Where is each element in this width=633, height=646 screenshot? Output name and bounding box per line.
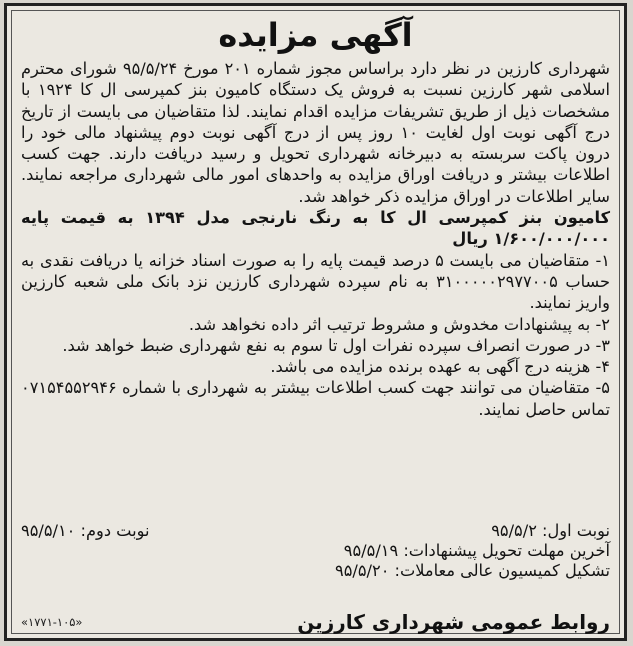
notice-body (21, 58, 610, 420)
condition-5: ۵- متقاضیان می توانند جهت کسب اطلاعات بیشتر به شهرداری با شماره ۰۷۱۵۴۵۵۲۹۴۶ تماس حاصل نمایند. (21, 378, 610, 419)
notice-page (4, 3, 627, 641)
condition-3: ۳- در صورت انصراف سپرده نفرات اول تا سوم به نفع شهرداری ضبط خواهد شد. (62, 335, 610, 355)
commission-date: تشکیل کمیسیون عالی معاملات: ۹۵/۵/۲۰ (335, 561, 610, 580)
notice-code: «۱۷۷۱-۱۰۵» (21, 615, 83, 629)
item-line: کامیون بنز کمپرسی ال کا به رنگ نارنجی مدل ۱۳۹۴ به قیمت پایه ۱/۶۰۰/۰۰۰/۰۰۰ ریال (21, 208, 610, 249)
dates-block (21, 521, 610, 581)
first-publication: نوبت اول: ۹۵/۵/۲ (491, 521, 610, 540)
condition-4: ۴- هزینه درج آگهی به عهده برنده مزایده می باشد. (270, 357, 610, 377)
intro-paragraph: شهرداری کارزین در نظر دارد براساس مجوز شماره ۲۰۱ مورخ ۹۵/۵/۲۴ شورای محترم اسلامی شهر کارزین نسبت به فروش یک دستگاه کامیون بنز کمپرسی ال کا ۱۹۲۴ با مشخصات ذیل از طریق تشریفات مزایده اقدام نمایند. لذا متقاضیان می بایست از تاریخ درج آگهی نوبت اول لغایت ۱۰ روز پس از درج آگهی نوبت دوم پیشنهاد مالی خود را درون پاکت سربسته به دبیرخانه شهرداری تحویل و رسید دریافت دارند. جهت کسب اطلاعات بیشتر و دریافت اوراق مزایده به واحدهای امور مالی شهرداری مراجعه نمایند. سایر اطلاعات در اوراق مزایده ذکر خواهد شد. (21, 59, 610, 206)
second-publication: نوبت دوم: ۹۵/۵/۱۰ (21, 521, 150, 540)
publication-rows (21, 521, 610, 541)
signature: روابط عمومی شهرداری کارزین (297, 610, 610, 634)
condition-1: ۱- متقاضیان می بایست ۵ درصد قیمت پایه را به صورت اسناد خزانه یا دریافت نقدی به حساب ۳۱۰۰۰۰۰۲۹۷۷۰۰۵ به نام سپرده شهرداری کارزین نزد بانک ملی شعبه کارزین واریز نمایند. (21, 250, 610, 313)
notice-title: آگهی مزایده (218, 16, 413, 54)
submission-deadline: آخرین مهلت تحویل پیشنهادات: ۹۵/۵/۱۹ (343, 541, 610, 560)
footer (21, 610, 610, 634)
condition-2: ۲- به پیشنهادات مخدوش و مشروط ترتیب اثر داده نخواهد شد. (188, 314, 610, 334)
